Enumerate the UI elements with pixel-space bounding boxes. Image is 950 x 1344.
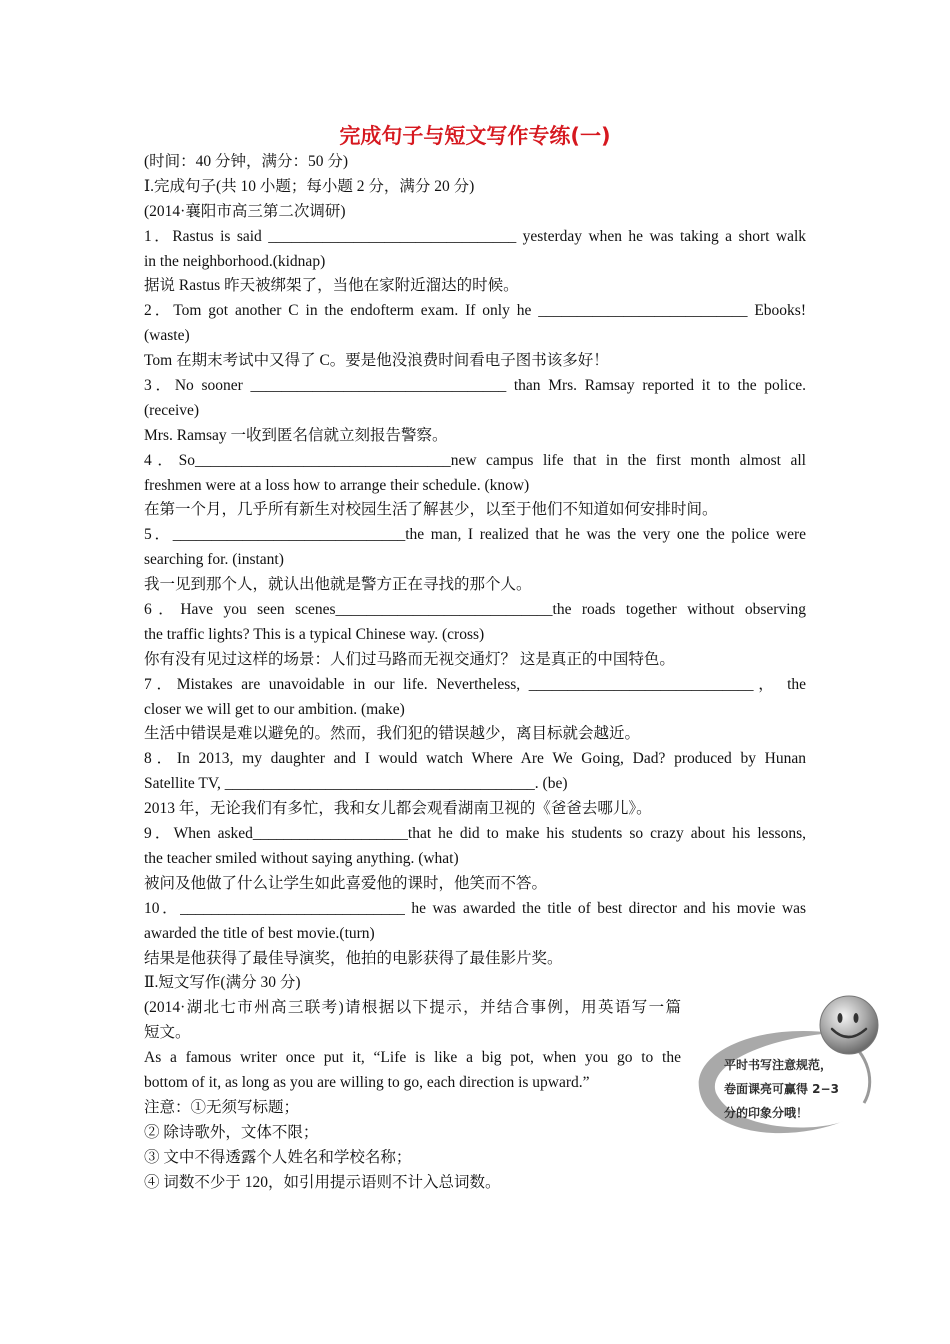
q7-line-1: 7．Mistakes are unavoidable in our life. Nevertheless, _____________________________， the [144, 675, 806, 693]
note-3: ③ 文中不得透露个人姓名和学校名称； [144, 1148, 412, 1166]
q4-line-2: freshmen were at a loss how to arrange their schedule. (know) [144, 476, 530, 494]
section-1-heading: Ⅰ.完成句子(共 10 小题；每小题 2 分，满分 20 分) [144, 177, 475, 195]
q6-line-1: 6．Have you seen scenes____________________________the roads together without observing [144, 601, 806, 619]
q5-line-1: 5．______________________________the man, I realized that he was the very one the police were [144, 526, 806, 544]
q6-translation: 你有没有见过这样的场景：人们过马路而无视交通灯？ 这是真正的中国特色。 [144, 650, 675, 668]
q5-line-2: searching for. (instant) [144, 551, 284, 569]
q7-translation: 生活中错误是难以避免的。然而，我们犯的错误越少，离目标就会越近。 [144, 725, 641, 743]
q8-line-2: Satellite TV, ________________________________________. (be) [144, 775, 568, 793]
q3-line-2: (receive) [144, 401, 200, 419]
tip-line-2: 卷面课亮可赢得 2−3 [724, 1082, 839, 1096]
q5-translation: 我一见到那个人，就认出他就是警方正在寻找的那个人。 [144, 576, 532, 594]
q10-line-1: 10．_____________________________ he was awarded the title of best director and his movie was [144, 899, 806, 917]
q1-line-1: 1．Rastus is said ________________________________ yesterday when he was taking a short walk [144, 227, 806, 245]
writing-prompt-line-1: (2014·湖北七市州高三联考)请根据以下提示，并结合事例，用英语写一篇 [144, 999, 681, 1017]
page-title: 完成句子与短文写作专练(一) [339, 124, 611, 148]
q9-line-2: the teacher smiled without saying anything. (what) [144, 849, 459, 867]
q3-translation: Mrs. Ramsay 一收到匿名信就立刻报告警察。 [144, 426, 448, 444]
writing-prompt-line-2: 短文。 [144, 1024, 191, 1042]
note-1: 注意：①无须写标题； [144, 1098, 300, 1116]
section-2-heading: Ⅱ.短文写作(满分 30 分) [144, 974, 301, 992]
q10-translation: 结果是他获得了最佳导演奖，他拍的电影获得了最佳影片奖。 [144, 949, 563, 967]
q2-translation: Tom 在期末考试中又得了 C。要是他没浪费时间看电子图书该多好！ [144, 352, 609, 370]
time-info: (时间：40 分钟，满分：50 分) [144, 153, 349, 170]
handwriting-tip-graphic [694, 993, 884, 1143]
quote-line-2: bottom of it, as long as you are willing to go, each direction is upward.” [144, 1073, 590, 1091]
q4-translation: 在第一个月，几乎所有新生对校园生活了解甚少，以至于他们不知道如何安排时间。 [144, 501, 718, 519]
quote-line-1: As a famous writer once put it, “Life is like a big pot, when you go to the [144, 1049, 681, 1067]
q7-line-2: closer we will get to our ambition. (make) [144, 700, 405, 718]
q1-line-2: in the neighborhood.(kidnap) [144, 252, 326, 270]
note-4: ④ 词数不少于 120，如引用提示语则不计入总词数。 [144, 1173, 501, 1191]
q3-line-1: 3．No sooner _________________________________ than Mrs. Ramsay reported it to the police. [144, 377, 806, 395]
tip-line-1: 平时书写注意规范， [724, 1058, 833, 1072]
q4-line-1: 4．So_________________________________new campus life that in the first month almost all [144, 451, 806, 469]
q8-translation: 2013 年，无论我们有多忙，我和女儿都会观看湖南卫视的《爸爸去哪儿》。 [144, 800, 652, 818]
q1-translation: 据说 Rastus 昨天被绑架了，当他在家附近溜达的时候。 [144, 277, 519, 295]
tip-line-3: 分的印象分哦！ [724, 1106, 809, 1120]
q8-line-1: 8．In 2013, my daughter and I would watch Where Are We Going, Dad? produced by Hunan [144, 750, 806, 768]
tip-text [724, 1053, 884, 1125]
q9-line-1: 9．When asked____________________that he did to make his students so crazy about his lessons, [144, 825, 806, 843]
q2-line-1: 2．Tom got another C in the endofterm exam. If only he ___________________________ Ebooks! [144, 302, 806, 320]
q10-line-2: awarded the title of best movie.(turn) [144, 924, 375, 942]
source-note: (2014·襄阳市高三第二次调研) [144, 202, 346, 220]
q2-line-2: (waste) [144, 327, 190, 345]
q9-translation: 被问及他做了什么让学生如此喜爱他的课时，他笑而不答。 [144, 874, 548, 892]
q6-line-2: the traffic lights? This is a typical Chinese way. (cross) [144, 625, 485, 643]
note-2: ② 除诗歌外，文体不限； [144, 1123, 319, 1141]
